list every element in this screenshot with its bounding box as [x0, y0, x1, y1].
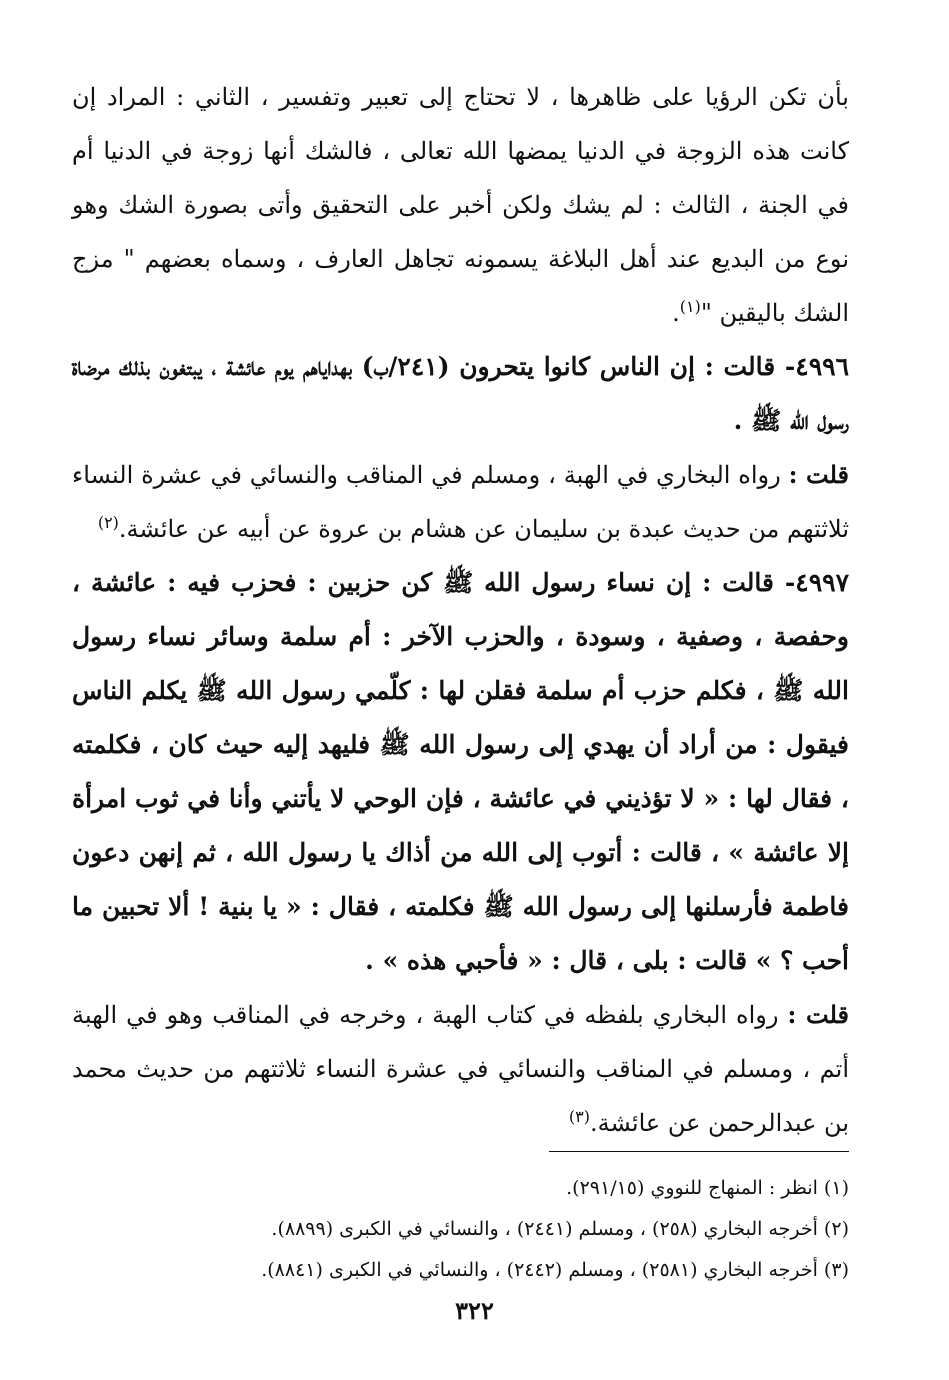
hadith-text-4997: - قالت : إن نساء رسول الله ﷺ كن حزبين : فحزب فيه : عائشة ، وحفصة ، وصفية ، وسودة ، والحزب الآخر : أم سلمة وسائر نساء رسول الله ﷺ ، فكلم حزب أم سلمة فقلن لها : كلّمي رسول الله ﷺ يكلم الناس فيقول : من أراد أن يهدي إلى رسول الله ﷺ فليهد إليه حيث كان ، فكلمته ، فقال لها : « لا تؤذيني في عائشة ، فإن الوحي لا يأتني وأنا في ثوب امرأة إلا عائشة » ، قالت : أتوب إلى الله من أذاك يا رسول الله ، ثم إنهن دعون فاطمة فأرسلنها إلى رسول الله ﷺ فكلمته ، فقال : « يا بنية ! ألا تحبين ما أحب ؟ » قالت : بلى ، قال : « فأحبي هذه » .: [72, 568, 849, 975]
page-number: ٣٢٢: [455, 1296, 494, 1325]
hadith-number-4996: ٤٩٩٦: [795, 352, 849, 381]
hadith-4996: [72, 340, 849, 448]
qult-text-1: رواه البخاري في الهبة ، ومسلم في المناقب والنسائي في عشرة النساء ثلاثتهم من حديث عبدة بن سليمان عن هشام بن عروة عن أبيه عن عائشة.: [72, 461, 849, 543]
qult-label-1: قلت :: [788, 460, 849, 489]
qult-paragraph-1: [72, 448, 849, 556]
footnote-ref-1: (١): [679, 297, 701, 316]
paragraph-commentary: [72, 70, 849, 340]
footnote-2: (٢) أخرجه البخاري (٢٥٨) ، ومسلم (٢٤٤١) ، والنسائي في الكبرى (٨٨٩٩).: [271, 1218, 849, 1240]
commentary-text: بأن تكن الرؤيا على ظاهرها ، لا تحتاج إلى تعبير وتفسير ، الثاني : المراد إن كانت هذه الزوجة في الدنيا يمضها الله تعالى ، فالشك أنها زوجة في الدنيا أم في الجنة ، الثالث : لم يشك ولكن أخبر على التحقيق وأتى بصورة الشك وهو نوع من البديع عند أهل البلاغة يسمونه تجاهل العارف ، وسماه بعضهم " مزج الشك باليقين ": [72, 83, 850, 327]
footnote-3: (٣) أخرجه البخاري (٢٥٨١) ، ومسلم (٢٤٤٢) ، والنسائي في الكبرى (٨٨٤١).: [261, 1259, 849, 1281]
hadith-text-4996: - قالت : إن الناس كانوا يتحرون (٢٤١/ب) بهداياهم يوم عائشة ، يبتغون بذلك مرضاة رسول الله ﷺ .: [72, 352, 849, 435]
hadith-number-4997: ٤٩٩٧: [795, 568, 849, 597]
footnote-1: (١) انظر : المنهاج للنووي (٢٩١/١٥).: [566, 1177, 849, 1199]
footnotes: [72, 1168, 849, 1291]
footnote-ref-3: (٣): [568, 1107, 590, 1126]
qult-text-2: رواه البخاري بلفظه في كتاب الهبة ، وخرجه في المناقب وهو في الهبة أتم ، ومسلم في المناقب والنسائي في عشرة النساء ثلاثتهم من حديث محمد بن عبدالرحمن عن عائشة.: [72, 1001, 849, 1137]
hadith-4997: [72, 556, 849, 988]
qult-label-2: قلت :: [787, 1000, 850, 1029]
main-text: [72, 70, 849, 1150]
qult-paragraph-2: [72, 988, 849, 1150]
footnote-divider: [549, 1151, 849, 1152]
commentary-end: .: [672, 299, 680, 327]
footnote-ref-2: (٢): [97, 513, 119, 532]
